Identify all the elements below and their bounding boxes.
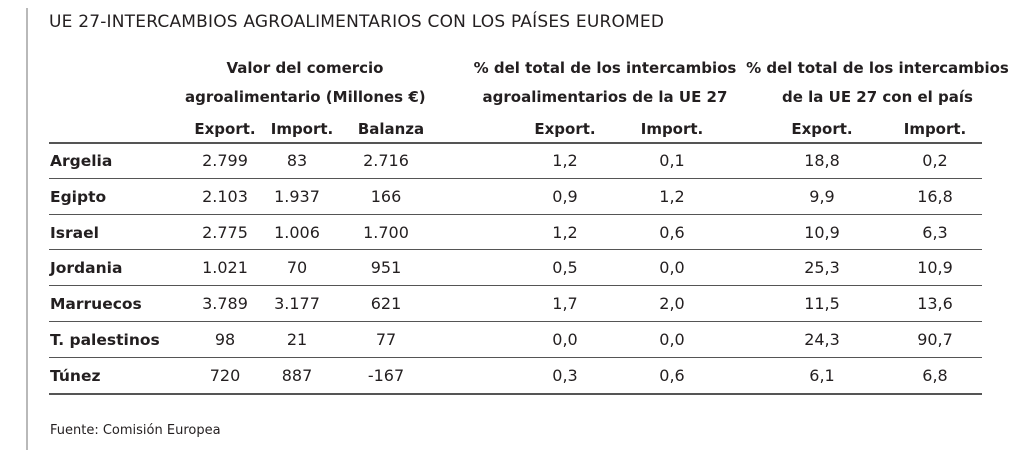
export-value: 3.789 xyxy=(202,294,248,314)
import-value: 83 xyxy=(286,151,308,170)
balance-value: 77 xyxy=(375,330,397,349)
import-pct-agri: 0,0 xyxy=(659,330,685,349)
export-pct-total: 24,3 xyxy=(804,330,840,349)
country-name: Argelia xyxy=(50,152,113,170)
country-name: Jordania xyxy=(50,259,123,278)
import-pct-total: 0,2 xyxy=(922,151,948,170)
import-pct-total: 90,7 xyxy=(917,330,953,349)
balance-value: 1.700 xyxy=(363,222,409,242)
export-value: 720 xyxy=(209,365,241,385)
left-border-rule xyxy=(26,8,28,450)
row-separator xyxy=(49,142,982,144)
group-header-share-total-line1: % del total de los intercambios xyxy=(746,59,1009,77)
col-header-export: Export. xyxy=(194,120,256,138)
col-header-import-pct-total: Import. xyxy=(903,120,967,138)
export-pct-total: 11,5 xyxy=(804,294,840,314)
table-title: UE 27-INTERCAMBIOS AGROALIMENTARIOS CON LOS PAÍSES EUROMED xyxy=(49,12,665,32)
col-header-import: Import. xyxy=(270,120,334,138)
export-value: 2.103 xyxy=(202,186,248,206)
country-name: Israel xyxy=(50,223,99,242)
import-pct-agri: 2,0 xyxy=(659,294,685,314)
import-pct-agri: 0,1 xyxy=(659,151,685,170)
export-pct-agri: 1,7 xyxy=(552,294,578,314)
export-pct-total: 10,9 xyxy=(804,222,840,242)
export-value: 2.799 xyxy=(202,151,248,170)
import-pct-agri: 0,6 xyxy=(659,222,685,242)
import-pct-total: 6,8 xyxy=(922,365,948,385)
balance-value: -167 xyxy=(367,365,405,385)
group-header-share-agri-line2: agroalimentarios de la UE 27 xyxy=(482,88,728,106)
group-header-value-line2: agroalimentario (Millones €) xyxy=(185,88,426,106)
import-value: 21 xyxy=(286,330,308,349)
country-name: Túnez xyxy=(50,366,101,385)
import-pct-agri: 0,0 xyxy=(659,258,685,278)
group-header-share-agri-line1: % del total de los intercambios xyxy=(473,59,737,77)
import-pct-total: 16,8 xyxy=(917,186,953,206)
import-pct-total: 13,6 xyxy=(917,294,953,314)
import-value: 70 xyxy=(286,258,308,278)
export-pct-total: 18,8 xyxy=(804,151,840,170)
import-pct-total: 10,9 xyxy=(917,258,953,278)
export-pct-agri: 0,5 xyxy=(552,258,578,278)
row-separator xyxy=(49,321,982,322)
export-pct-total: 9,9 xyxy=(809,186,835,206)
country-name: Egipto xyxy=(50,187,107,206)
source-note: Fuente: Comisión Europea xyxy=(50,423,221,438)
row-separator xyxy=(49,214,982,215)
balance-value: 2.716 xyxy=(363,151,409,170)
import-value: 1.006 xyxy=(274,222,320,242)
export-pct-agri: 0,0 xyxy=(552,330,578,349)
balance-value: 951 xyxy=(370,258,402,278)
col-header-balance: Balanza xyxy=(357,120,425,138)
import-value: 3.177 xyxy=(274,294,320,314)
group-header-share-total-line2: de la UE 27 con el país xyxy=(782,88,973,106)
export-value: 2.775 xyxy=(202,222,248,242)
country-name: Marruecos xyxy=(50,295,142,314)
export-value: 98 xyxy=(214,330,236,349)
balance-value: 166 xyxy=(370,186,402,206)
export-value: 1.021 xyxy=(202,258,248,278)
group-header-value-line1: Valor del comercio xyxy=(226,59,384,77)
export-pct-agri: 0,3 xyxy=(552,365,578,385)
export-pct-agri: 1,2 xyxy=(552,222,578,242)
import-pct-total: 6,3 xyxy=(922,222,948,242)
row-separator xyxy=(49,178,982,179)
col-header-export-pct-total: Export. xyxy=(791,120,853,138)
import-pct-agri: 0,6 xyxy=(659,365,685,385)
country-name: T. palestinos xyxy=(50,331,160,349)
row-separator xyxy=(49,249,982,250)
row-separator xyxy=(49,285,982,286)
export-pct-agri: 1,2 xyxy=(552,151,578,170)
col-header-export-pct-agri: Export. xyxy=(534,120,596,138)
col-header-import-pct-agri: Import. xyxy=(640,120,704,138)
import-pct-agri: 1,2 xyxy=(659,186,685,206)
export-pct-total: 6,1 xyxy=(809,365,835,385)
export-pct-total: 25,3 xyxy=(804,258,840,278)
row-separator xyxy=(49,393,982,395)
import-value: 1.937 xyxy=(274,186,320,206)
export-pct-agri: 0,9 xyxy=(552,186,578,206)
balance-value: 621 xyxy=(370,294,402,314)
row-separator xyxy=(49,357,982,358)
import-value: 887 xyxy=(281,365,313,385)
